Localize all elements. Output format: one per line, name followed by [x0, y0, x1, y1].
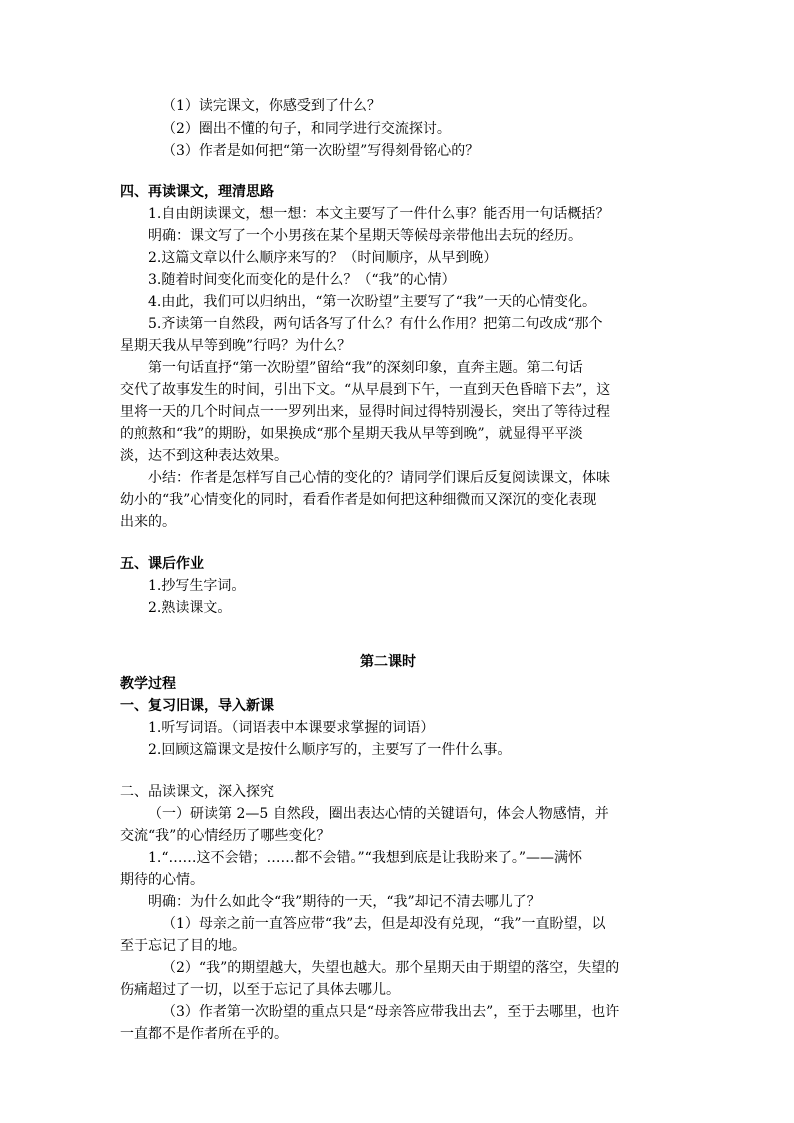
lesson-title: 第二课时 — [360, 654, 416, 670]
body-line: （一）研读第 2—5 自然段，圈出表达心情的关键语句，体会人物感情，并 — [148, 806, 609, 822]
body-line: 小结：作者是怎样写自己心情的变化的？请同学们课后反复阅读课文，体味 — [148, 470, 610, 486]
body-line: 星期天我从早等到晚”行吗？为什么？ — [120, 338, 352, 354]
body-line: 至于忘记了目的地。 — [120, 938, 246, 954]
body-line: 2.这篇文章以什么顺序来写的？（时间顺序，从早到晚） — [148, 250, 498, 266]
body-line: 3.随着时间变化而变化的是什么？（“我”的心情） — [148, 272, 456, 288]
body-line: 伤痛超过了一切，以至于忘记了具体去哪儿。 — [120, 982, 400, 998]
question-item: （2）圈出不懂的句子，和同学进行交流探讨。 — [162, 121, 451, 137]
body-line: 幼小的“我”心情变化的同时，看看作者是如何把这种细微而又深沉的变化表现 — [120, 492, 597, 508]
body-line: 出来的。 — [120, 514, 176, 530]
section-heading-reread: 四、再读课文，理清思路 — [120, 184, 274, 200]
body-line: 一直都不是作者所在乎的。 — [120, 1026, 288, 1042]
body-line: 1.自由朗读课文，想一想：本文主要写了一件什么事？能否用一句话概括？ — [148, 206, 610, 222]
section-heading-review: 一、复习旧课，导入新课 — [120, 698, 274, 714]
question-item: （3）作者是如何把“第一次盼望”写得刻骨铭心的？ — [162, 143, 480, 159]
body-line: 里将一天的几个时间点一一罗列出来，显得时间过得特别漫长，突出了等待过程 — [120, 404, 610, 420]
teaching-process-heading: 教学过程 — [120, 676, 176, 692]
section-heading-explore: 二、品读课文，深入探究 — [120, 784, 274, 800]
question-item: （1）读完课文，你感受到了什么？ — [162, 98, 381, 114]
body-line: （1）母亲之前一直答应带“我”去，但是却没有兑现，“我”一直盼望，以 — [162, 916, 606, 932]
body-line: 5.齐读第一自然段，两句话各写了什么？有什么作用？把第二句改成“那个 — [148, 316, 603, 332]
body-line: 1.听写词语。（词语表中本课要求掌握的词语） — [148, 720, 435, 736]
body-line: 淡，达不到这种表达效果。 — [120, 448, 288, 464]
body-line: 的煎熬和“我”的期盼，如果换成“那个星期天我从早等到晚”，就显得平平淡 — [120, 426, 583, 442]
body-line: 期待的心情。 — [120, 872, 204, 888]
body-line: 交流“我”的心情经历了哪些变化？ — [120, 828, 331, 844]
body-line: 4.由此，我们可以归纳出，“第一次盼望”主要写了“我”一天的心情变化。 — [148, 294, 596, 310]
body-line: 2.熟读课文。 — [148, 600, 232, 616]
body-line: 交代了故事发生的时间，引出下文。“从早晨到下午，一直到天色昏暗下去”，这 — [120, 382, 611, 398]
body-line: （2）“我”的期望越大，失望也越大。那个星期天由于期望的落空，失望的 — [162, 960, 620, 976]
body-line: 2.回顾这篇课文是按什么顺序写的，主要写了一件什么事。 — [148, 742, 512, 758]
body-line: （3）作者第一次盼望的重点只是“母亲答应带我出去”，至于去哪里，也许 — [162, 1004, 620, 1020]
body-line: 1.“……这不会错；……都不会错。”“我想到底是让我盼来了。”——满怀 — [148, 850, 582, 866]
body-line: 1.抄写生字词。 — [148, 578, 246, 594]
body-line: 明确：为什么如此令“我”期待的一天，“我”却记不清去哪儿了？ — [148, 894, 541, 910]
section-heading-homework: 五、课后作业 — [120, 556, 204, 572]
body-line: 第一句话直抒“第一次盼望”留给“我”的深刻印象，直奔主题。第二句话 — [148, 360, 583, 376]
body-line: 明确：课文写了一个小男孩在某个星期天等候母亲带他出去玩的经历。 — [148, 228, 582, 244]
